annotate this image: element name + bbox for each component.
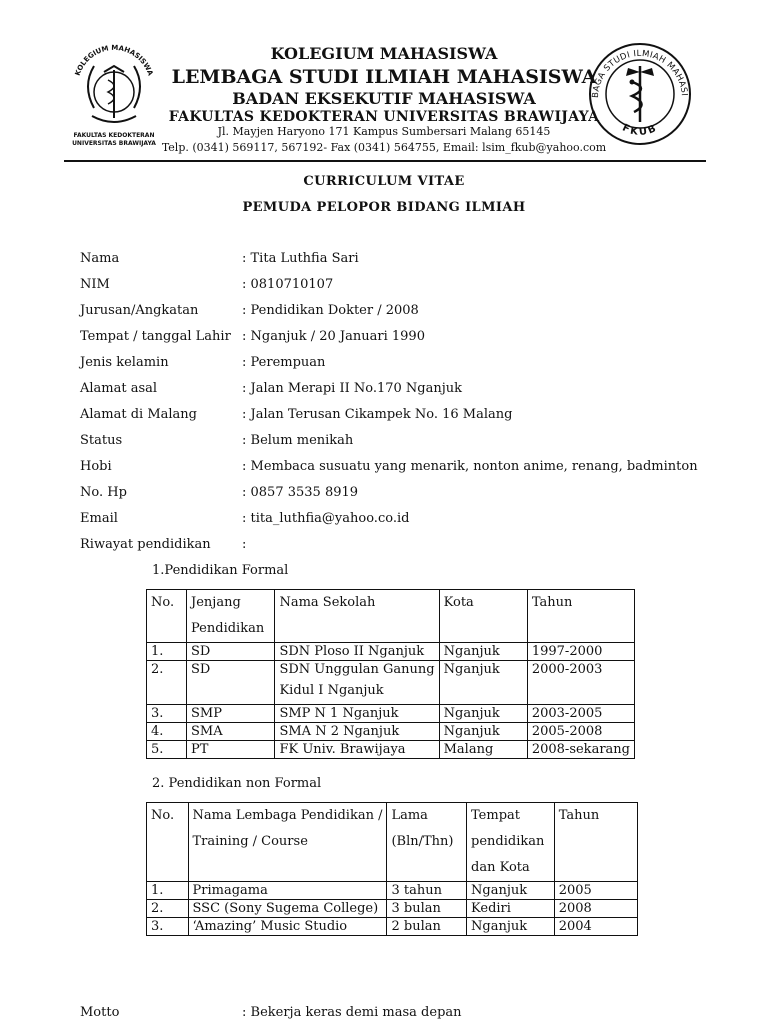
header-text: Jenjang [191,595,241,610]
cell-level: SMP [187,705,275,723]
field-label: Riwayat pendidikan [80,537,211,552]
field-value: : [242,537,247,552]
field-value: : Jalan Terusan Cikampek No. 16 Malang [242,407,513,422]
field-value[interactable] [242,511,409,526]
field-value: : Pendidikan Dokter / 2008 [242,303,419,318]
cell-year: 2004 [554,918,637,936]
left-logo-caption-1: FAKULTAS KEDOKTERAN [73,132,155,139]
header-text: Nama Lembaga Pendidikan / [192,808,383,823]
header-cell: Tahun [527,590,634,643]
cell-city: Nganjuk [439,643,527,661]
header-text: (Bln/Thn) [391,834,454,849]
field-label: Alamat asal [80,381,158,396]
field-label: Email [80,511,118,526]
svg-text:LEMBAGA STUDI ILMIAH MAHASISWA: BAGA STUDI ILMIAH MAHASI [590,48,689,99]
cell-year: 2008-sekarang [527,741,634,759]
motto-label: Motto [80,1005,120,1020]
formal-education-table [146,589,635,759]
header-text: Training / Course [192,834,308,849]
cv-title: CURRICULUM VITAE [303,174,465,189]
field-label: Jurusan/Angkatan [80,303,199,318]
cell-place: Kediri [467,900,555,918]
cell-school: SMP N 1 Nganjuk [275,705,439,723]
cell-level: PT [187,741,275,759]
letterhead-address: Jl. Mayjen Haryono 171 Kampus Sumbersari Malang 65145 [217,125,551,138]
field-value: : Tita Luthfia Sari [242,251,359,266]
header-text: Pendidikan [191,621,265,636]
field-value: : Perempuan [242,355,326,370]
cell-no: 2. [147,661,187,705]
field-label: Nama [80,251,120,266]
cell-level: SD [187,661,275,705]
lsim-seal-icon [588,42,692,146]
header-cell: Kota [439,590,527,643]
field-label: Tempat / tanggal Lahir [80,329,231,344]
table-header-row [147,590,635,643]
cell-no: 1. [147,643,187,661]
nonformal-education-table [146,802,638,936]
cell-year: 2003-2005 [527,705,634,723]
header-text: Tempat [471,808,520,823]
header-text: dan Kota [471,860,530,875]
cell-year: 2005 [554,882,637,900]
field-label: Status [80,433,123,448]
letterhead-line-1: KOLEGIUM MAHASISWA [270,44,498,63]
cell-level: SD [187,643,275,661]
field-value: : Belum menikah [242,433,354,448]
email-link[interactable]: : tita_luthfia@yahoo.co.id [242,511,410,526]
school-line: Kidul I Nganjuk [279,683,384,698]
field-label: Alamat di Malang [80,407,198,422]
cell-name: ‘Amazing’ Music Studio [188,918,387,936]
lsim-logo [588,42,692,146]
cell-no: 1. [147,882,189,900]
cell-duration: 3 bulan [387,900,467,918]
cell-city: Nganjuk [439,661,527,705]
field-value: : Jalan Merapi II No.170 Nganjuk [242,381,463,396]
motto-value: : Bekerja keras demi masa depan [242,1005,462,1020]
school-line: SDN Unggulan Ganung [279,662,435,677]
cell-name: SSC (Sony Sugema College) [188,900,387,918]
table-row [147,900,638,918]
header-cell [187,590,275,643]
left-logo-caption-2: UNIVERSITAS BRAWIJAYA [72,140,156,147]
cell-no: 4. [147,723,187,741]
header-cell: No. [147,590,187,643]
field-value: : 0857 3535 8919 [242,485,359,500]
field-label: Hobi [80,459,112,474]
letterhead-contact: Telp. (0341) 569117, 567192- Fax (0341) 564755, Email: lsim_fkub@yahoo.com [161,141,607,154]
letterhead-line-4: FAKULTAS KEDOKTERAN UNIVERSITAS BRAWIJAYA [168,109,600,125]
cell-no: 3. [147,918,189,936]
cell-city: Malang [439,741,527,759]
table-row [147,882,638,900]
letterhead-line-3: BADAN EKSEKUTIF MAHASISWA [232,89,536,108]
cell-school: SMA N 2 Nganjuk [275,723,439,741]
cell-year: 2005-2008 [527,723,634,741]
field-label: Jenis kelamin [80,355,169,370]
table-header-row [147,803,638,882]
cell-city: Nganjuk [439,705,527,723]
cell-duration: 2 bulan [387,918,467,936]
header-cell: Nama Sekolah [275,590,439,643]
table-row [147,661,635,705]
cell-school: SDN Ploso II Nganjuk [275,643,439,661]
field-value: : Nganjuk / 20 Januari 1990 [242,329,425,344]
cell-school [275,661,439,705]
cv-subtitle: PEMUDA PELOPOR BIDANG ILMIAH [242,200,526,215]
cell-year: 2008 [554,900,637,918]
cell-no: 2. [147,900,189,918]
header-text: pendidikan [471,834,545,849]
cell-no: 5. [147,741,187,759]
letterhead-rule [64,160,706,162]
header-cell: Tahun [554,803,637,882]
cell-level: SMA [187,723,275,741]
table-row [147,741,635,759]
field-label: No. Hp [80,485,127,500]
cell-place: Nganjuk [467,918,555,936]
svg-text:FKUB: FKUB [620,122,660,139]
header-cell: No. [147,803,189,882]
cell-year: 2000-2003 [527,661,634,705]
cell-no: 3. [147,705,187,723]
cell-place: Nganjuk [467,882,555,900]
field-value: : Membaca susuatu yang menarik, nonton anime, renang, badminton [242,459,698,474]
svg-text:KOLEGIUM MAHASISWA: KOLEGIUM MAHASISWA [73,43,155,77]
header-text: Lama [391,808,428,823]
table-row [147,723,635,741]
nonformal-education-heading: 2. Pendidikan non Formal [152,776,322,791]
cell-duration: 3 tahun [387,882,467,900]
header-cell [188,803,387,882]
cell-school: FK Univ. Brawijaya [275,741,439,759]
table-row [147,705,635,723]
table-row [147,643,635,661]
header-cell [467,803,555,882]
table-row [147,918,638,936]
cell-year: 1997-2000 [527,643,634,661]
cell-name: Primagama [188,882,387,900]
cell-city: Nganjuk [439,723,527,741]
letterhead-line-2: LEMBAGA STUDI ILMIAH MAHASISWA [171,66,597,88]
field-value: : 0810710107 [242,277,334,292]
field-label: NIM [80,277,110,292]
formal-education-heading: 1.Pendidikan Formal [152,563,289,578]
header-cell [387,803,467,882]
